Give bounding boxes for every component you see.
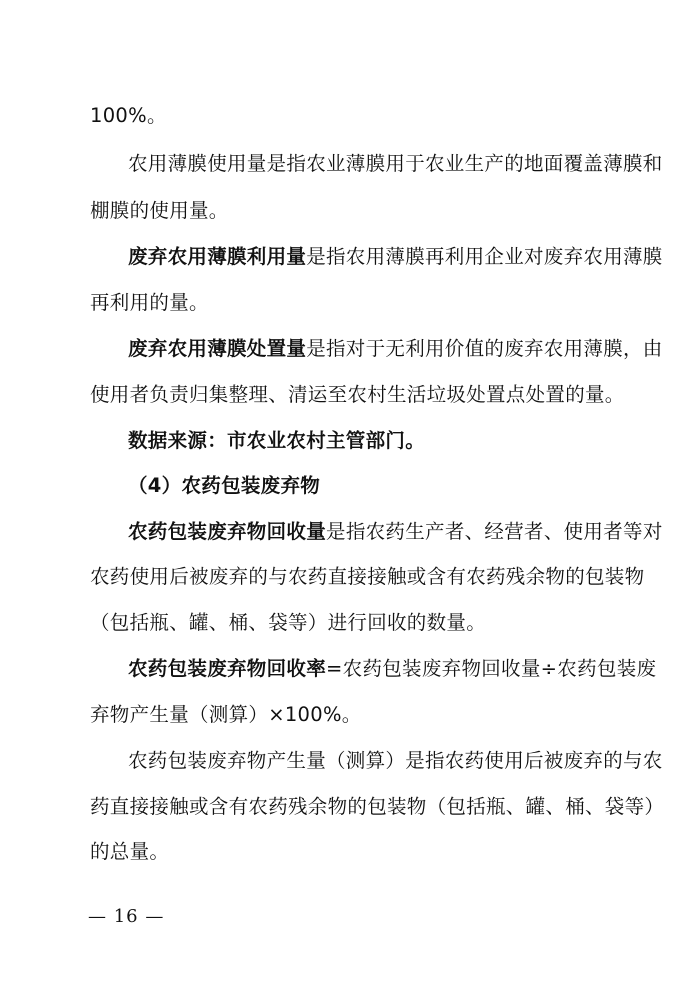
paragraph-line: 弃物产生量（测算）×100%。: [90, 703, 362, 726]
paragraph-text: =农药包装废弃物回收量÷农药包装废: [326, 657, 657, 680]
paragraph-text: 是指农用薄膜再利用企业对废弃农用薄膜: [306, 245, 663, 268]
paragraph-line: 农用薄膜使用量是指农业薄膜用于农业生产的地面覆盖薄膜和: [128, 152, 663, 175]
paragraph-text: 是指农药生产者、经营者、使用者等对: [326, 520, 663, 543]
section-heading: （4）农药包装废弃物: [128, 474, 321, 497]
paragraph-line: [128, 655, 656, 683]
paragraph-line: 棚膜的使用量。: [90, 199, 229, 222]
paragraph-line: 药直接接触或含有农药残余物的包装物（包括瓶、罐、桶、袋等）: [90, 795, 665, 818]
continued-line: 100%。: [90, 104, 167, 127]
bold-term: 废弃农用薄膜利用量: [128, 245, 307, 268]
paragraph-line: 农药使用后被废弃的与农药直接接触或含有农药残余物的包装物: [90, 565, 645, 588]
bold-term: 废弃农用薄膜处置量: [128, 337, 307, 360]
page-number: — 16 —: [88, 906, 165, 927]
bold-term: 农药包装废弃物回收量: [128, 520, 327, 543]
paragraph-line: [128, 243, 663, 271]
paragraph-line: [128, 518, 663, 546]
data-source-line: 数据来源：市农业农村主管部门。: [128, 429, 426, 452]
paragraph-line: 使用者负责归集整理、清运至农村生活垃圾处置点处置的量。: [90, 383, 625, 406]
paragraph-line: 农药包装废弃物产生量（测算）是指农药使用后被废弃的与农: [128, 749, 663, 772]
paragraph-line: [128, 335, 663, 363]
paragraph-line: （包括瓶、罐、桶、袋等）进行回收的数量。: [90, 611, 487, 634]
bold-term: 农药包装废弃物回收率: [128, 657, 327, 680]
paragraph-line: 再利用的量。: [90, 291, 209, 314]
paragraph-line: 的总量。: [90, 840, 170, 863]
paragraph-text: 是指对于无利用价值的废弃农用薄膜，由: [306, 337, 663, 360]
